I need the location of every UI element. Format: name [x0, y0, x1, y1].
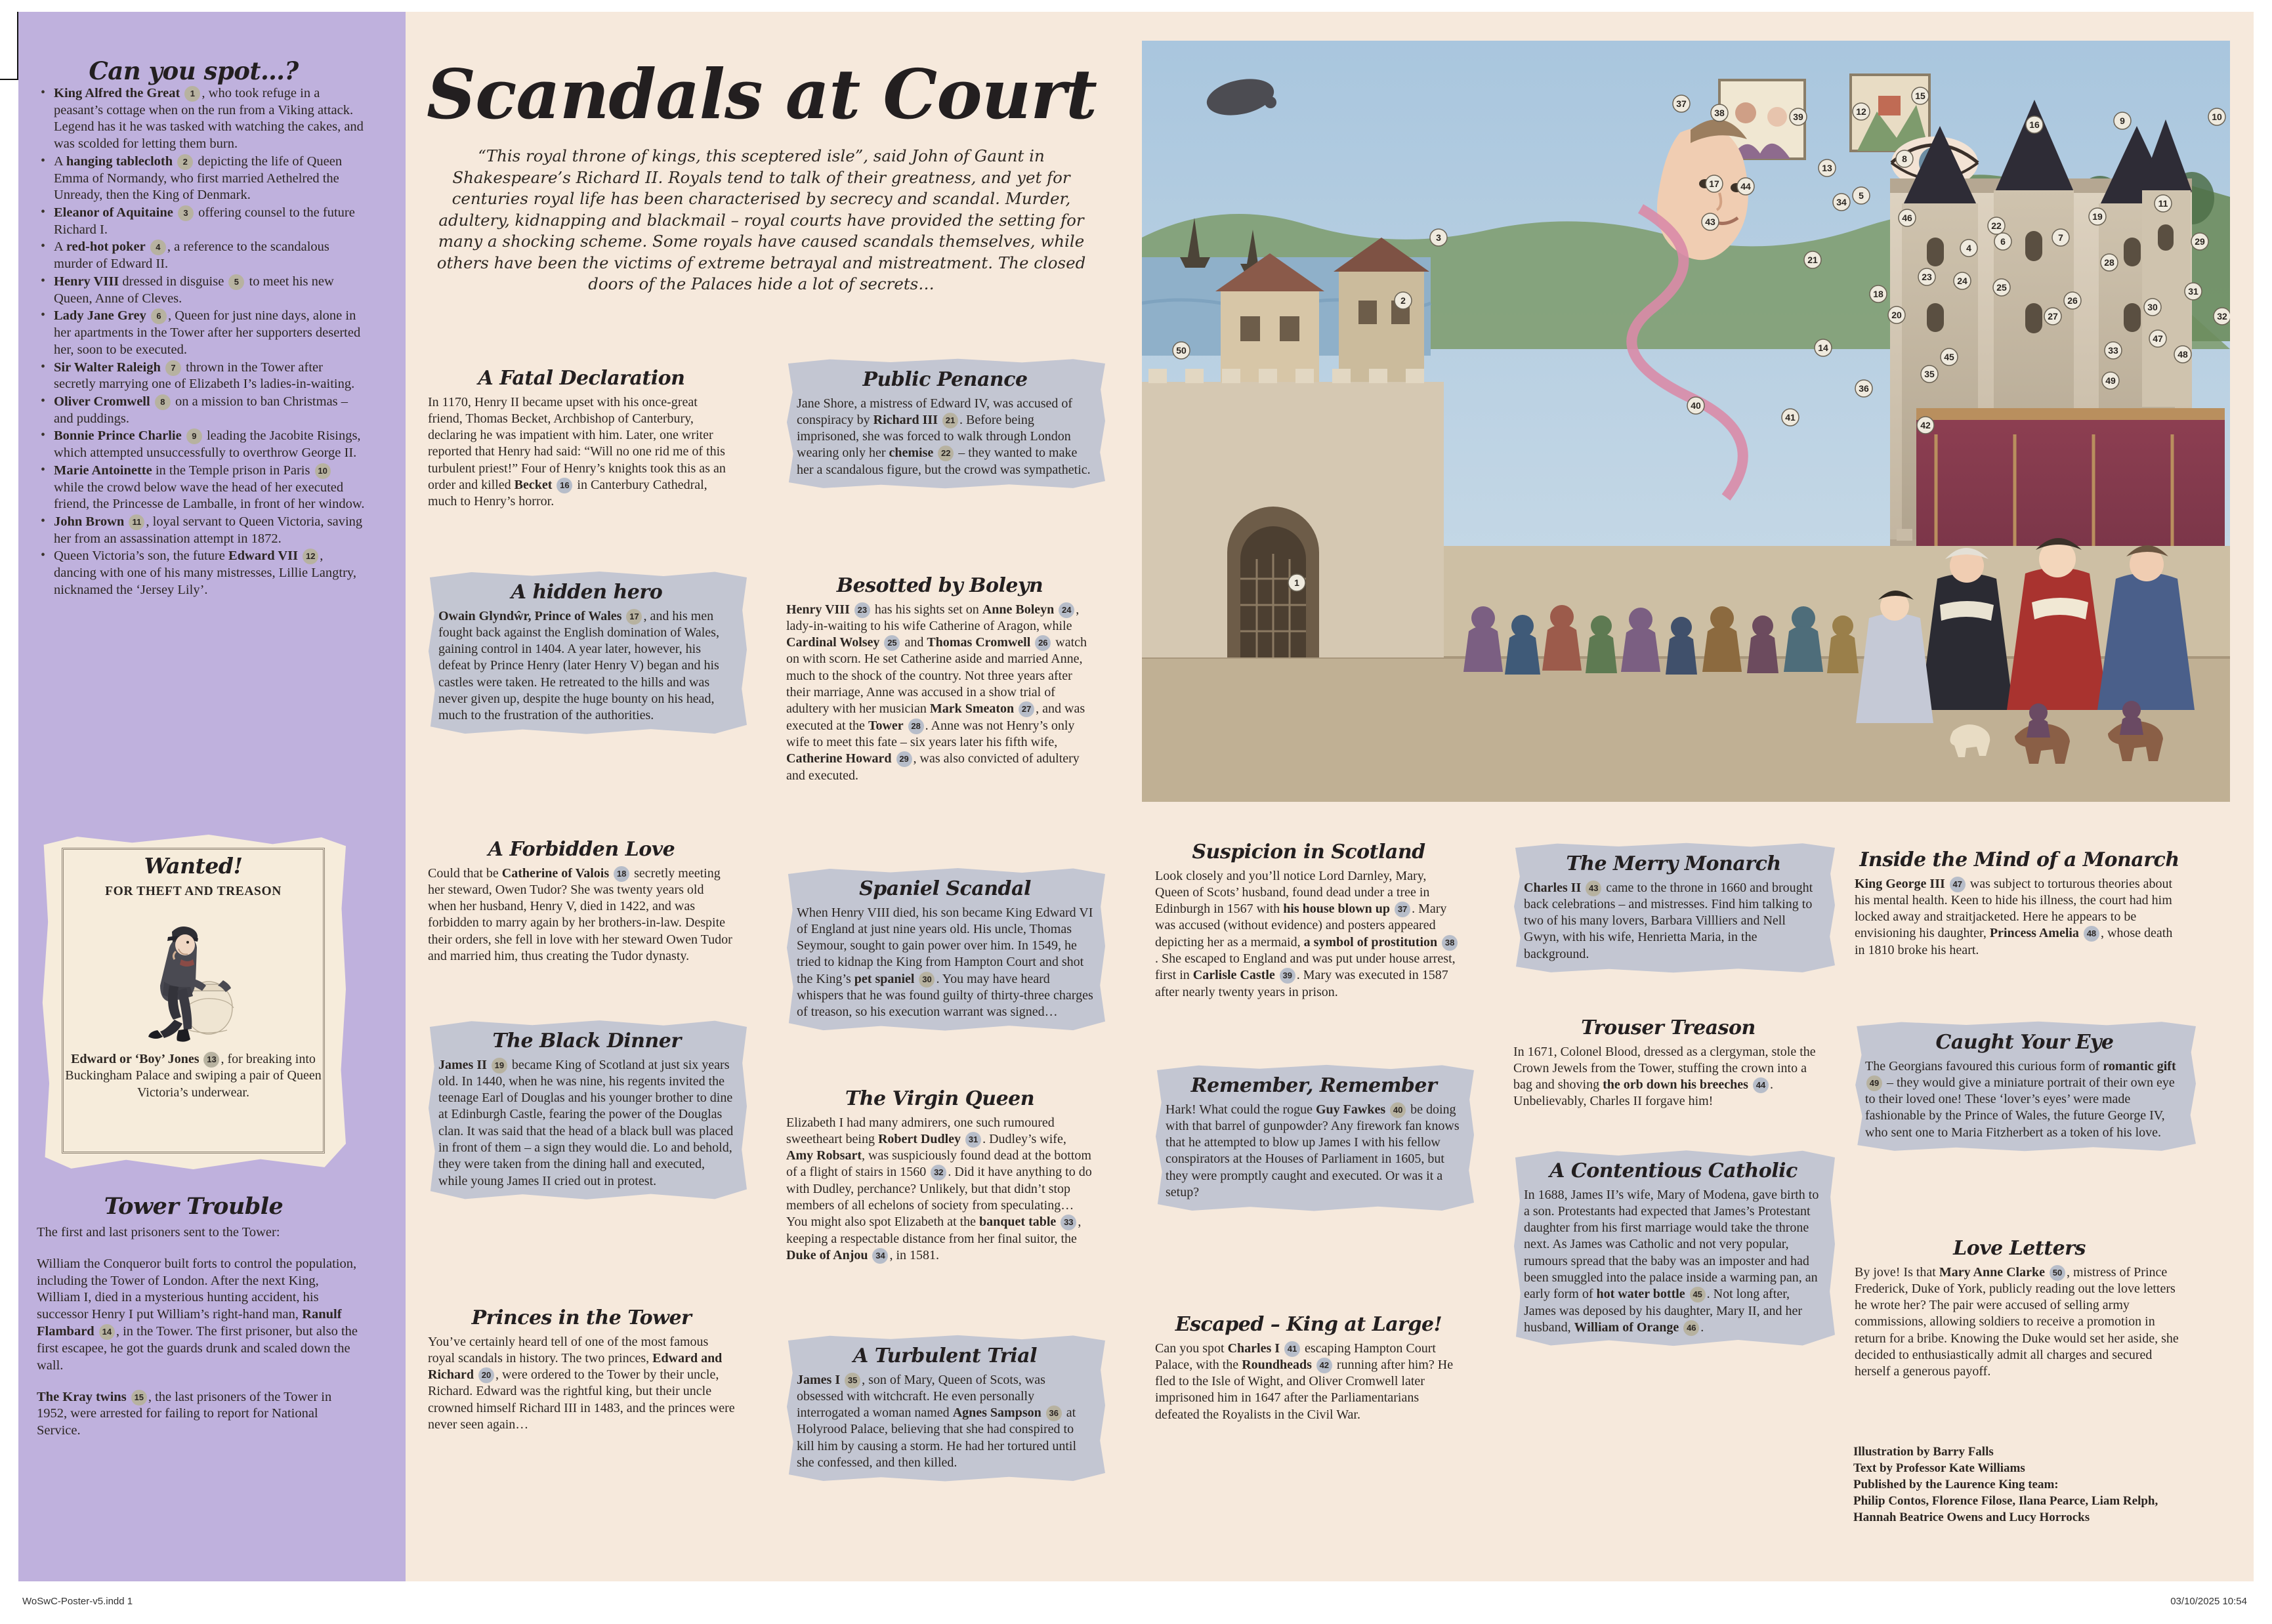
card-title: A Forbidden Love [488, 838, 675, 861]
card-title: A Fatal Declaration [478, 367, 685, 390]
item-subject: Oliver Cromwell [54, 394, 150, 409]
tt-p2b: , the last prisoners of the Tower in 1952, were arrested for failing to report for National Service. [37, 1389, 332, 1438]
card-body: Henry VIII 23 has his sights set on Anne Boleyn 24 , lady-in-waiting to his wife Catherine of Aragon, while Cardinal Wolsey 25 and Thomas Cromwell 26 watch on with scorn. He set Catherine aside and married Anne, much to the shock of the country. Not three years after their marriage, Anne was accused in a show trial of adultery with her musician Mark Smeaton 27 , and was executed at the Tower 28 . Anne was not Henry’s only wife to meet this fate – six years later his fifth wife, Catherine Howard 29 , was also convicted of adultery and executed. [786, 602, 1087, 783]
card-public-penance [797, 369, 1093, 478]
card-love-letters [1855, 1238, 2184, 1381]
illustration-marker-label-2: 2 [1400, 295, 1406, 306]
illustration-marker-label-45: 45 [1944, 352, 1954, 362]
marker-6: 6 [151, 308, 167, 324]
item-rest: , who took refuge in a peasant’s cottage when on the run from a Viking attack. Legend has it he was tasked with watching the cakes, and was scolded for letting them burn. [54, 86, 364, 152]
card-title: Trouser Treason [1581, 1016, 1756, 1039]
card-remember-remember [1166, 1075, 1462, 1201]
wanted-body-name: Edward or ‘Boy’ Jones [71, 1052, 203, 1066]
card-title: A Turbulent Trial [853, 1344, 1037, 1367]
item-pre: A [54, 154, 66, 169]
illustration-marker-label-17: 17 [1709, 178, 1719, 189]
item-rest: , dancing with one of his many mistresses, Lillie Langtry, nicknamed the ‘Jersey Lily’. [54, 549, 356, 597]
illustration-marker-label-29: 29 [2195, 236, 2205, 247]
card-body: Hark! What could the rogue Guy Fawkes 40 be doing with that barrel of gunpowder? Any firework fan knows that he attempted to blow up James I with his fellow conspirators at the Houses of Parliament in 1605, but they were promptly caught and executed. Or was it a setup? [1166, 1102, 1460, 1200]
card-body: The Georgians favoured this curious form of romantic gift 49 – they would give a miniature portrait of their own eye to their loved one! These ‘lover’s eyes’ were made fashionable by the Prince of Wales, the future George IV, who sent one to Maria Fitzherbert as a token of his love. [1865, 1058, 2176, 1140]
item-subject: Sir Walter Raleigh [54, 360, 161, 375]
item-rest: depicting the life of Queen Emma of Normandy, who first married Aethelred the Unready, then the King of Denmark. [54, 154, 343, 203]
card-body: Could that be Catherine of Valois 18 secretly meeting her steward, Owen Tudor? She was twenty years old when her husband, Henry V, died in 1422, and was forbidden to marry again by her brothers-in-law. Despite their orders, she fell in love with her steward Owen Tudor and married him, thus creating the Tudor dynasty. [428, 865, 732, 964]
marker-5: 5 [228, 274, 244, 290]
spot-list-item [53, 274, 365, 307]
marker-7: 7 [165, 360, 181, 376]
marker-10: 10 [315, 463, 331, 479]
illustration-marker-label-32: 32 [2217, 311, 2227, 322]
tower-trouble-p2 [37, 1389, 362, 1440]
card-title: The Virgin Queen [845, 1087, 1035, 1110]
card-body: In 1671, Colonel Blood, dressed as a clergyman, stole the Crown Jewels from the Tower, stuffing the crown into a bag and shoving the orb down his breeches 44 . Unbelievably, Charles II forgave him! [1513, 1044, 1816, 1109]
illustration-marker-label-13: 13 [1822, 163, 1832, 173]
credit-text: Text by Professor Kate Williams [1853, 1461, 2025, 1476]
illustration-marker-label-28: 28 [2104, 257, 2114, 268]
spot-list-item [53, 205, 365, 238]
marker-1: 1 [184, 86, 200, 102]
can-you-spot-list [37, 85, 365, 600]
item-mid: dressed in disguise [119, 274, 228, 289]
card-the-virgin-queen [786, 1088, 1093, 1264]
card-trouser-treason [1513, 1017, 1823, 1110]
item-rest: thrown in the Tower after secretly marrying one of Elizabeth I’s ladies-in-waiting. [54, 360, 355, 392]
card-princes-in-the-tower [428, 1307, 735, 1433]
card-body: You’ve certainly heard tell of one of the most famous royal scandals in history. The two princes, Edward and Richard 20 , were ordered to the Tower by their uncle, Richard. Edward was the rightful king, but their uncle crowned himself Richard III in 1483, and the princes were never seen again… [428, 1334, 735, 1432]
illustration-marker-label-27: 27 [2048, 311, 2058, 322]
card-a-forbidden-love [428, 839, 735, 965]
illustration-marker-label-46: 46 [1902, 213, 1912, 223]
illustration-marker-label-20: 20 [1891, 310, 1902, 320]
item-rest: on a mission to ban Christmas – and puddings. [54, 394, 348, 426]
spot-list-item [53, 514, 365, 547]
tt-p1b: Ranulf Flambard [37, 1307, 342, 1339]
marker-2: 2 [177, 154, 193, 170]
card-title: Caught Your Eye [1935, 1031, 2114, 1054]
marker-4: 4 [150, 239, 166, 255]
item-subject: King Alfred the Great [54, 86, 180, 100]
spot-list-item [53, 360, 365, 393]
card-body: In 1170, Henry II became upset with his once-great friend, Thomas Becket, Archbishop of Canterbury, declaring he was impatient with him. Later, one writer reported that Henry had said: “Will no one rid me of this turbulent priest!” Four of Henry’s knights took this as an order and killed Becket 16 in Canterbury Cathedral, much to Henry’s horror. [428, 394, 726, 509]
item-rest: leading the Jacobite Risings, which attempted unsuccessfully to overthrow George II. [54, 428, 361, 461]
card-escaped-king-at-large [1155, 1314, 1462, 1423]
footer-filename: WoSwC-Poster-v5.indd 1 [22, 1596, 133, 1607]
illustration-marker-label-22: 22 [1991, 220, 2002, 231]
masthead [427, 54, 1122, 295]
card-title: A hidden hero [511, 581, 663, 604]
illustration-marker-label-16: 16 [2029, 119, 2040, 130]
credit-publisher: Published by the Laurence King team: [1853, 1478, 2059, 1492]
footer-timestamp: 03/10/2025 10:54 [2170, 1596, 2247, 1607]
illustration-marker-label-48: 48 [2177, 349, 2188, 360]
illustration-marker-label-3: 3 [1436, 232, 1441, 243]
illustration-marker-label-1: 1 [1294, 577, 1299, 588]
registration-mark-horizontal [0, 79, 18, 80]
illustration-marker-label-38: 38 [1714, 108, 1725, 118]
marker-14: 14 [99, 1324, 115, 1340]
tower-trouble-title: Tower Trouble [104, 1193, 284, 1220]
card-title: Remember, Remember [1190, 1074, 1437, 1097]
tower-trouble-p1 [37, 1256, 362, 1375]
spot-list-item [53, 154, 365, 204]
illustration-marker-label-4: 4 [1966, 243, 1971, 253]
wanted-body-rest: , for breaking into Buckingham Palace and swiping a pair of Queen Victoria’s underwear. [65, 1052, 322, 1100]
illustration-marker-label-40: 40 [1691, 400, 1701, 411]
card-caught-your-eye [1865, 1031, 2184, 1141]
card-body: James I 35 , son of Mary, Queen of Scots, was obsessed with witchcraft. He even personally interrogated a woman named Agnes Sampson 36 at Holyrood Palace, believing that she had conspired to kill him by causing a storm. He had her tortured until she confessed, and then killed. [797, 1372, 1077, 1470]
illustration-marker-label-8: 8 [1902, 154, 1907, 164]
card-a-contentious-catholic [1524, 1160, 1823, 1336]
illustration-marker-label-41: 41 [1785, 412, 1796, 423]
item-subject: Eleanor of Aquitaine [54, 205, 173, 220]
wanted-body [63, 1051, 324, 1101]
card-body: In 1688, James II’s wife, Mary of Modena, gave birth to a son. Protestants had expected that James’s Protestant daughter from his first marriage would take the throne next. As James was Catholic and not very popular, rumours spread that the baby was an imposter and had been smuggled into the palace inside a warming pan, an early form of hot water bottle 45 . Not long after, James was deposed by his daughter, Mary II, and her husband, William of Orange 46 . [1524, 1187, 1819, 1335]
marker-15: 15 [131, 1390, 147, 1405]
card-title: Escaped – King at Large! [1175, 1313, 1442, 1336]
item-pre: A [54, 239, 66, 255]
marker-11: 11 [129, 514, 144, 530]
item-subject: hanging tablecloth [66, 154, 173, 169]
tt-p2a: The Kray twins [37, 1389, 127, 1404]
illustration-marker-label-49: 49 [2105, 375, 2116, 386]
card-title: Besotted by Boleyn [836, 574, 1043, 597]
illustration-marker-label-43: 43 [1705, 217, 1715, 227]
wanted-subtitle: FOR THEFT AND TREASON [105, 885, 282, 898]
card-body: Can you spot Charles I 41 escaping Hampton Court Palace, with the Roundheads 42 running after him? He fled to the Isle of Wight, and Oliver Cromwell later imprisoned him in 1647 after the Parliamentarians defeated the Royalists in the Civil War. [1155, 1341, 1454, 1422]
spot-list-item [53, 85, 365, 153]
card-body: James II 19 became King of Scotland at just six years old. In 1440, when he was nine, his regents invited the teenage Earl of Douglas and his younger brother to dine at Edinburgh Castle, fearing the power of the Douglas clan. It was said that the head of a black bull was placed in front of them – a sign they would die. Lo and behold, they were taken from the dining hall and executed, while young James II cried out in protest. [438, 1057, 734, 1188]
tower-trouble-lede: The first and last prisoners sent to the Tower: [37, 1225, 280, 1239]
credit-team-1: Philip Contos, Florence Filose, Ilana Pearce, Liam Relph, [1853, 1494, 2158, 1509]
illustration-marker-label-34: 34 [1836, 197, 1847, 207]
wanted-poster [41, 835, 346, 1171]
item-subject: Bonnie Prince Charlie [54, 428, 182, 444]
item-mid: in the Temple prison in Paris [152, 463, 314, 478]
card-title: The Black Dinner [492, 1030, 681, 1052]
marker-13: 13 [203, 1052, 219, 1068]
card-body: When Henry VIII died, his son became King Edward VI of England at just nine years old. His uncle, Thomas Seymour, sought to gain power over him. In 1549, he tried to kidnap the King from Hampton Court and shot the King’s pet spaniel 30 . You may have heard whispers that he was found guilty of thirty-three charges of treason, so his execution warrant was signed… [797, 905, 1093, 1020]
illustration-marker-label-14: 14 [1818, 343, 1828, 353]
illustration-marker-label-39: 39 [1793, 112, 1803, 122]
item-rest: to meet his new Queen, Anne of Cleves. [54, 274, 334, 306]
card-title: Princes in the Tower [471, 1306, 692, 1329]
illustration-marker-label-25: 25 [1996, 282, 2007, 293]
card-a-hidden-hero [438, 581, 735, 724]
illustration-marker-label-33: 33 [2108, 345, 2118, 356]
spot-list-item [53, 428, 365, 461]
spot-list-item [53, 394, 365, 427]
card-body: Owain Glyndŵr, Prince of Wales 17 , and his men fought back against the English domination of Wales, gaining control in 1404. A year later, however, his defeat by Prince Henry (later Henry V) began and his castles were taken. He retreated to the hills and was never given up, despite the huge bounty on his head, much to the frustration of the authorities. [438, 608, 719, 723]
intro-paragraph: “This royal throne of kings, this sceptered isle”, said John of Gaunt in Shakespeare’s Richard II. Royals tend to talk of their greatness, and yet for centuries royal life has been characterised by secrecy and scandal. Murder, adultery, kidnapping and blackmail – royal courts have provided the setting for many a shocking scheme. Some royals have caused scandals themselves, while others have been the victims of extreme betrayal and mistreatment. The closed doors of the Palaces hide a lot of secrets… [436, 146, 1086, 294]
card-title: Inside the Mind of a Monarch [1859, 848, 2179, 871]
card-body: Jane Shore, a mistress of Edward IV, was accused of conspiracy by Richard III 21 . Before being imprisoned, she was forced to walk through London wearing only her chemise 22 – they wanted to make her a scandalous figure, but the crowd was sympathetic. [797, 396, 1091, 477]
illustration-marker-label-31: 31 [2188, 286, 2198, 297]
card-body: King George III 47 was subject to torturous theories about his mental health. Keen to hide his illness, the court had him locked away and straitjacketed. Here he appears to be envisioning his daughter, Princess Amelia 48 , whose death in 1810 broke his heart. [1855, 876, 2173, 957]
card-title: A Contentious Catholic [1549, 1159, 1798, 1182]
item-pre: Queen Victoria’s son, the future [54, 549, 228, 564]
spot-list-item [53, 548, 365, 598]
credit-team-2: Hannah Beatrice Owens and Lucy Horrocks [1853, 1510, 2090, 1525]
illustration-marker-label-11: 11 [2158, 198, 2168, 209]
illustration-marker-label-36: 36 [1859, 383, 1869, 394]
illustration-marker-label-10: 10 [2212, 112, 2222, 122]
marker-9: 9 [186, 428, 202, 444]
registration-mark-vertical [17, 12, 18, 80]
illustration-marker-label-12: 12 [1856, 106, 1866, 117]
tt-p1c: , in the Tower. The first prisoner, but also the first escapee, he got the guards drunk and scaled down the wall. [37, 1324, 358, 1373]
illustration-marker-label-44: 44 [1740, 181, 1751, 192]
wanted-title: Wanted! [144, 853, 243, 879]
thief-illustration [138, 908, 249, 1046]
card-title: Love Letters [1953, 1237, 2086, 1260]
illustration-marker-label-50: 50 [1176, 345, 1187, 356]
item-rest: , Queen for just nine days, alone in her apartments in the Tower after her supporters deserted her, soon to be executed. [54, 308, 361, 357]
tower-trouble-body [37, 1224, 362, 1454]
card-body: Look closely and you’ll notice Lord Darnley, Mary, Queen of Scots’ husband, found dead under a tree in Edinburgh in 1567 with his house blown up 37 . Mary was accused (without evidence) and posters appeared depicting her as a mermaid, a symbol of prostitution 38. She escaped to England and was put under house arrest, first in Carlisle Castle 39 . Mary was executed in 1587 after nearly twenty years in prison. [1155, 868, 1462, 1001]
illustration-marker-label-47: 47 [2153, 333, 2163, 344]
credits-block [1853, 1444, 2195, 1526]
card-body: By jove! Is that Mary Anne Clarke 50 , mistress of Prince Frederick, Duke of York, publicly reading out the love letters he wrote her? The pair were accused of selling army commissions, allowing soldiers to receive a promotion in return for a bribe. Knowing the Duke would set her aside, she decided to enthusiastically admit all charges and secured herself a generous payoff. [1855, 1264, 2179, 1379]
item-rest: while the crowd below wave the head of her executed friend, the Princesse de Lamballe, in front of her window. [54, 480, 365, 512]
illustration-marker-label-30: 30 [2147, 302, 2158, 312]
card-title: Suspicion in Scotland [1192, 841, 1425, 864]
tt-p1a: William the Conqueror built forts to control the population, including the Tower of London. After the next King, William I, died in a mysterious hunting accident, his successor Henry I put William’s right-hand man, [37, 1256, 357, 1322]
card-besotted-by-boleyn [786, 575, 1093, 784]
item-subject: Edward VII [228, 549, 299, 564]
card-the-merry-monarch [1524, 853, 1823, 963]
card-a-turbulent-trial [797, 1345, 1093, 1471]
illustration-marker-label-19: 19 [2092, 211, 2103, 222]
illustration-marker-label-37: 37 [1676, 98, 1687, 109]
card-a-fatal-declaration [428, 367, 735, 510]
sidebar-title: Can you spot…? [89, 56, 299, 85]
card-title: Spaniel Scandal [859, 877, 1031, 900]
illustration-marker-label-35: 35 [1924, 369, 1935, 379]
spot-list-item [53, 239, 365, 272]
spot-list-item [53, 308, 365, 358]
credit-illustration: Illustration by Barry Falls [1853, 1445, 1994, 1459]
illustration-marker-label-9: 9 [2120, 115, 2125, 126]
card-body: Elizabeth I had many admirers, one such rumoured sweetheart being Robert Dudley 31 . Dudley’s wife, Amy Robsart, was suspiciously found dead at the bottom of a flight of stairs in 1560 32 . Did it have anything to do with Dudley, perchance? Unlikely, but that didn’t stop members of all echelons of society from speculating… You might also spot Elizabeth at the banquet table 33 , keeping a respectable distance from her final suitor, the Duke of Anjou 34 , in 1581. [786, 1115, 1092, 1262]
item-subject: red-hot poker [66, 239, 146, 255]
card-inside-the-mind-of-a-monarch [1855, 849, 2184, 959]
card-title: Public Penance [862, 368, 1028, 391]
item-rest: , a reference to the scandalous murder of Edward II. [54, 239, 329, 272]
item-subject: Henry VIII [54, 274, 119, 289]
illustration-marker-label-23: 23 [1922, 272, 1932, 282]
illustration-marker-label-26: 26 [2067, 295, 2078, 306]
card-body: Charles II 43 came to the throne in 1660 and brought back celebrations – and mistresses. Find him talking to two of his many lovers, Barbara Villliers and Nell Gwyn, with his wife, Henrietta Maria, in the background. [1524, 880, 1813, 961]
card-the-black-dinner [438, 1030, 735, 1190]
card-spaniel-scandal [797, 878, 1093, 1021]
marker-3: 3 [178, 205, 194, 221]
item-subject: Marie Antoinette [54, 463, 152, 478]
item-subject: Lady Jane Grey [54, 308, 146, 323]
illustration-marker-label-6: 6 [2000, 236, 2006, 247]
illustration-marker-label-15: 15 [1915, 91, 1925, 101]
illustration-marker-label-18: 18 [1873, 289, 1883, 299]
illustration-marker-label-21: 21 [1807, 255, 1818, 265]
card-title: The Merry Monarch [1566, 852, 1781, 875]
spot-list-item [53, 463, 365, 513]
illustration-marker-label-5: 5 [1859, 190, 1864, 201]
marker-12: 12 [303, 549, 318, 564]
item-rest: offering counsel to the future Richard I. [54, 205, 355, 237]
illustration-marker-label-24: 24 [1957, 276, 1967, 286]
card-suspicion-in-scotland [1155, 841, 1462, 1001]
page-title: Scandals at Court [427, 54, 1097, 135]
illustration-marker-label-42: 42 [1920, 420, 1931, 430]
illustration-marker-label-7: 7 [2058, 232, 2063, 243]
item-subject: John Brown [54, 514, 125, 529]
marker-8: 8 [155, 394, 171, 410]
main-illustration [1142, 41, 2230, 802]
item-rest: , loyal servant to Queen Victoria, saving her from an assassination attempt in 1872. [54, 514, 363, 546]
